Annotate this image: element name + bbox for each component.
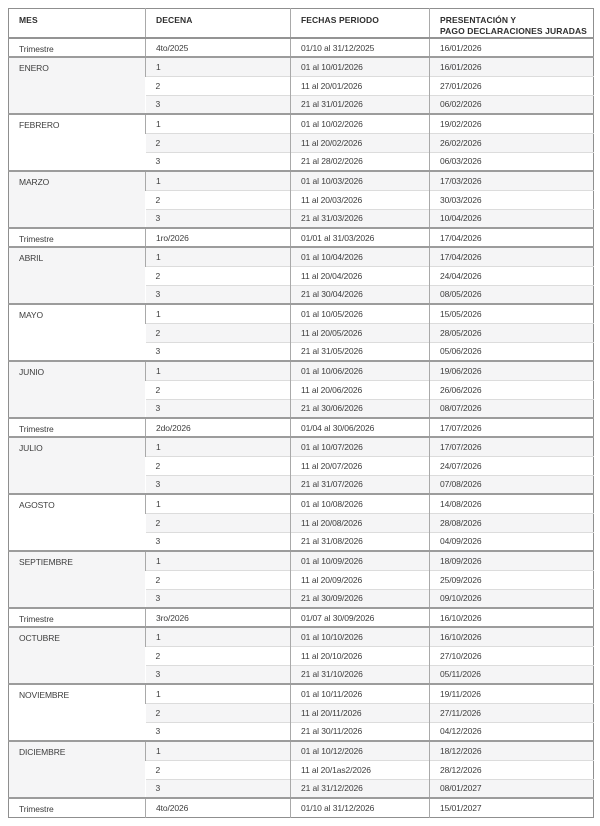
periodo-cell: 11 al 20/07/2026 — [291, 456, 430, 475]
pago-cell: 17/03/2026 — [430, 171, 594, 190]
decena-cell: 3 — [146, 95, 291, 114]
periodo-cell: 01 al 10/02/2026 — [291, 114, 430, 133]
pago-cell: 24/07/2026 — [430, 456, 594, 475]
pago-cell: 07/08/2026 — [430, 475, 594, 494]
periodo-cell: 11 al 20/03/2026 — [291, 190, 430, 209]
pago-cell: 19/11/2026 — [430, 684, 594, 703]
pago-cell: 04/09/2026 — [430, 532, 594, 551]
pago-cell: 16/01/2026 — [430, 38, 594, 57]
pago-cell: 08/01/2027 — [430, 779, 594, 798]
periodo-cell: 01 al 10/09/2026 — [291, 551, 430, 570]
decena-cell: 2 — [146, 760, 291, 779]
periodo-cell: 01 al 10/07/2026 — [291, 437, 430, 456]
periodo-cell: 21 al 31/07/2026 — [291, 475, 430, 494]
decena-cell: 2 — [146, 513, 291, 532]
pago-cell: 24/04/2026 — [430, 266, 594, 285]
table-row — [9, 114, 594, 133]
periodo-cell: 21 al 28/02/2026 — [291, 152, 430, 171]
pago-cell: 16/01/2026 — [430, 57, 594, 76]
column-header-decena: DECENA — [146, 9, 291, 39]
periodo-cell: 01 al 10/05/2026 — [291, 304, 430, 323]
decena-cell: 2 — [146, 76, 291, 95]
pago-cell: 18/09/2026 — [430, 551, 594, 570]
mes-cell: Trimestre — [9, 38, 146, 57]
decena-cell: 2 — [146, 570, 291, 589]
decena-cell: 4to/2025 — [146, 38, 291, 57]
decena-cell: 3 — [146, 475, 291, 494]
periodo-cell: 11 al 20/08/2026 — [291, 513, 430, 532]
table-row — [9, 551, 594, 570]
decena-cell: 2 — [146, 703, 291, 722]
mes-cell: Trimestre — [9, 228, 146, 247]
table-row — [9, 437, 594, 456]
table-row — [9, 171, 594, 190]
table-row — [9, 304, 594, 323]
periodo-cell: 21 al 31/12/2026 — [291, 779, 430, 798]
decena-cell: 1 — [146, 304, 291, 323]
decena-cell: 2 — [146, 380, 291, 399]
periodo-cell: 11 al 20/09/2026 — [291, 570, 430, 589]
pago-cell: 27/01/2026 — [430, 76, 594, 95]
periodo-cell: 21 al 31/01/2026 — [291, 95, 430, 114]
pago-cell: 15/05/2026 — [430, 304, 594, 323]
periodo-cell: 01 al 10/08/2026 — [291, 494, 430, 513]
table-row — [9, 361, 594, 380]
periodo-cell: 01/04 al 30/06/2026 — [291, 418, 430, 437]
pago-cell: 26/02/2026 — [430, 133, 594, 152]
periodo-cell: 01 al 10/10/2026 — [291, 627, 430, 646]
column-header-presentacion-line1: PRESENTACIÓN Y — [440, 15, 517, 25]
pago-cell: 17/07/2026 — [430, 437, 594, 456]
periodo-cell: 21 al 30/06/2026 — [291, 399, 430, 418]
periodo-cell: 11 al 20/05/2026 — [291, 323, 430, 342]
decena-cell: 1 — [146, 247, 291, 266]
mes-cell: Trimestre — [9, 608, 146, 627]
decena-cell: 4to/2026 — [146, 798, 291, 817]
periodo-cell: 21 al 31/05/2026 — [291, 342, 430, 361]
periodo-cell: 01 al 10/06/2026 — [291, 361, 430, 380]
decena-cell: 1 — [146, 684, 291, 703]
decena-cell: 3 — [146, 399, 291, 418]
table-row — [9, 228, 594, 247]
column-header-presentacion-pago — [430, 9, 594, 39]
pago-cell: 09/10/2026 — [430, 589, 594, 608]
periodo-cell: 11 al 20/02/2026 — [291, 133, 430, 152]
decena-cell: 1 — [146, 627, 291, 646]
pago-cell: 28/12/2026 — [430, 760, 594, 779]
mes-cell: Trimestre — [9, 418, 146, 437]
pago-cell: 27/11/2026 — [430, 703, 594, 722]
periodo-cell: 11 al 20/1as2/2026 — [291, 760, 430, 779]
table-row — [9, 418, 594, 437]
periodo-cell: 01/07 al 30/09/2026 — [291, 608, 430, 627]
pago-cell: 30/03/2026 — [430, 190, 594, 209]
mes-cell: NOVIEMBRE — [9, 684, 146, 741]
mes-cell: MARZO — [9, 171, 146, 228]
decena-cell: 3 — [146, 779, 291, 798]
periodo-cell: 11 al 20/11/2026 — [291, 703, 430, 722]
pago-cell: 14/08/2026 — [430, 494, 594, 513]
pago-cell: 05/11/2026 — [430, 665, 594, 684]
periodo-cell: 21 al 31/03/2026 — [291, 209, 430, 228]
decena-cell: 2 — [146, 323, 291, 342]
decena-cell: 1 — [146, 494, 291, 513]
table-row — [9, 57, 594, 76]
periodo-cell: 01/10 al 31/12/2025 — [291, 38, 430, 57]
periodo-cell: 01 al 10/04/2026 — [291, 247, 430, 266]
decena-cell: 3 — [146, 589, 291, 608]
decena-cell: 2 — [146, 133, 291, 152]
decena-cell: 2 — [146, 646, 291, 665]
periodo-cell: 01/10 al 31/12/2026 — [291, 798, 430, 817]
decena-cell: 3ro/2026 — [146, 608, 291, 627]
table-row — [9, 627, 594, 646]
periodo-cell: 01 al 10/01/2026 — [291, 57, 430, 76]
decena-cell: 1 — [146, 437, 291, 456]
pago-cell: 16/10/2026 — [430, 627, 594, 646]
pago-cell: 26/06/2026 — [430, 380, 594, 399]
decena-cell: 1 — [146, 171, 291, 190]
pago-cell: 10/04/2026 — [430, 209, 594, 228]
pago-cell: 18/12/2026 — [430, 741, 594, 760]
pago-cell: 17/04/2026 — [430, 228, 594, 247]
decena-cell: 3 — [146, 665, 291, 684]
pago-cell: 08/07/2026 — [430, 399, 594, 418]
mes-cell: MAYO — [9, 304, 146, 361]
periodo-cell: 21 al 30/04/2026 — [291, 285, 430, 304]
table-row — [9, 494, 594, 513]
pago-cell: 05/06/2026 — [430, 342, 594, 361]
pago-cell: 08/05/2026 — [430, 285, 594, 304]
column-header-fechas-periodo: FECHAS PERIODO — [291, 9, 430, 39]
mes-cell: ENERO — [9, 57, 146, 114]
pago-cell: 06/03/2026 — [430, 152, 594, 171]
pago-cell: 17/04/2026 — [430, 247, 594, 266]
decena-cell: 1 — [146, 57, 291, 76]
pago-cell: 15/01/2027 — [430, 798, 594, 817]
table-row — [9, 608, 594, 627]
decena-cell: 3 — [146, 342, 291, 361]
decena-cell: 2 — [146, 190, 291, 209]
mes-cell: JUNIO — [9, 361, 146, 418]
mes-cell: ABRIL — [9, 247, 146, 304]
calendar-table — [8, 8, 594, 818]
pago-cell: 16/10/2026 — [430, 608, 594, 627]
pago-cell: 04/12/2026 — [430, 722, 594, 741]
mes-cell: JULIO — [9, 437, 146, 494]
decena-cell: 1 — [146, 551, 291, 570]
pago-cell: 28/05/2026 — [430, 323, 594, 342]
table-body — [9, 38, 594, 817]
mes-cell: SEPTIEMBRE — [9, 551, 146, 608]
periodo-cell: 01/01 al 31/03/2026 — [291, 228, 430, 247]
mes-cell: AGOSTO — [9, 494, 146, 551]
mes-cell: FEBRERO — [9, 114, 146, 171]
pago-cell: 19/02/2026 — [430, 114, 594, 133]
periodo-cell: 21 al 31/08/2026 — [291, 532, 430, 551]
decena-cell: 2do/2026 — [146, 418, 291, 437]
periodo-cell: 21 al 31/10/2026 — [291, 665, 430, 684]
pago-cell: 19/06/2026 — [430, 361, 594, 380]
pago-cell: 25/09/2026 — [430, 570, 594, 589]
periodo-cell: 11 al 20/01/2026 — [291, 76, 430, 95]
periodo-cell: 01 al 10/03/2026 — [291, 171, 430, 190]
pago-cell: 06/02/2026 — [430, 95, 594, 114]
decena-cell: 1ro/2026 — [146, 228, 291, 247]
decena-cell: 1 — [146, 361, 291, 380]
table-row — [9, 798, 594, 817]
table-row — [9, 684, 594, 703]
periodo-cell: 11 al 20/10/2026 — [291, 646, 430, 665]
decena-cell: 1 — [146, 741, 291, 760]
periodo-cell: 21 al 30/11/2026 — [291, 722, 430, 741]
column-header-presentacion-line2: PAGO DECLARACIONES JURADAS — [440, 26, 587, 36]
decena-cell: 3 — [146, 152, 291, 171]
mes-cell: Trimestre — [9, 798, 146, 817]
mes-cell: OCTUBRE — [9, 627, 146, 684]
table-row — [9, 741, 594, 760]
table-header-row — [9, 9, 594, 39]
decena-cell: 2 — [146, 456, 291, 475]
column-header-mes: MES — [9, 9, 146, 39]
table-row — [9, 247, 594, 266]
pago-cell: 27/10/2026 — [430, 646, 594, 665]
periodo-cell: 01 al 10/11/2026 — [291, 684, 430, 703]
decena-cell: 2 — [146, 266, 291, 285]
periodo-cell: 11 al 20/04/2026 — [291, 266, 430, 285]
table-header — [9, 9, 594, 39]
pago-cell: 28/08/2026 — [430, 513, 594, 532]
periodo-cell: 01 al 10/12/2026 — [291, 741, 430, 760]
decena-cell: 3 — [146, 209, 291, 228]
decena-cell: 1 — [146, 114, 291, 133]
mes-cell: DICIEMBRE — [9, 741, 146, 798]
periodo-cell: 11 al 20/06/2026 — [291, 380, 430, 399]
periodo-cell: 21 al 30/09/2026 — [291, 589, 430, 608]
table-row — [9, 38, 594, 57]
decena-cell: 3 — [146, 722, 291, 741]
decena-cell: 3 — [146, 285, 291, 304]
pago-cell: 17/07/2026 — [430, 418, 594, 437]
decena-cell: 3 — [146, 532, 291, 551]
